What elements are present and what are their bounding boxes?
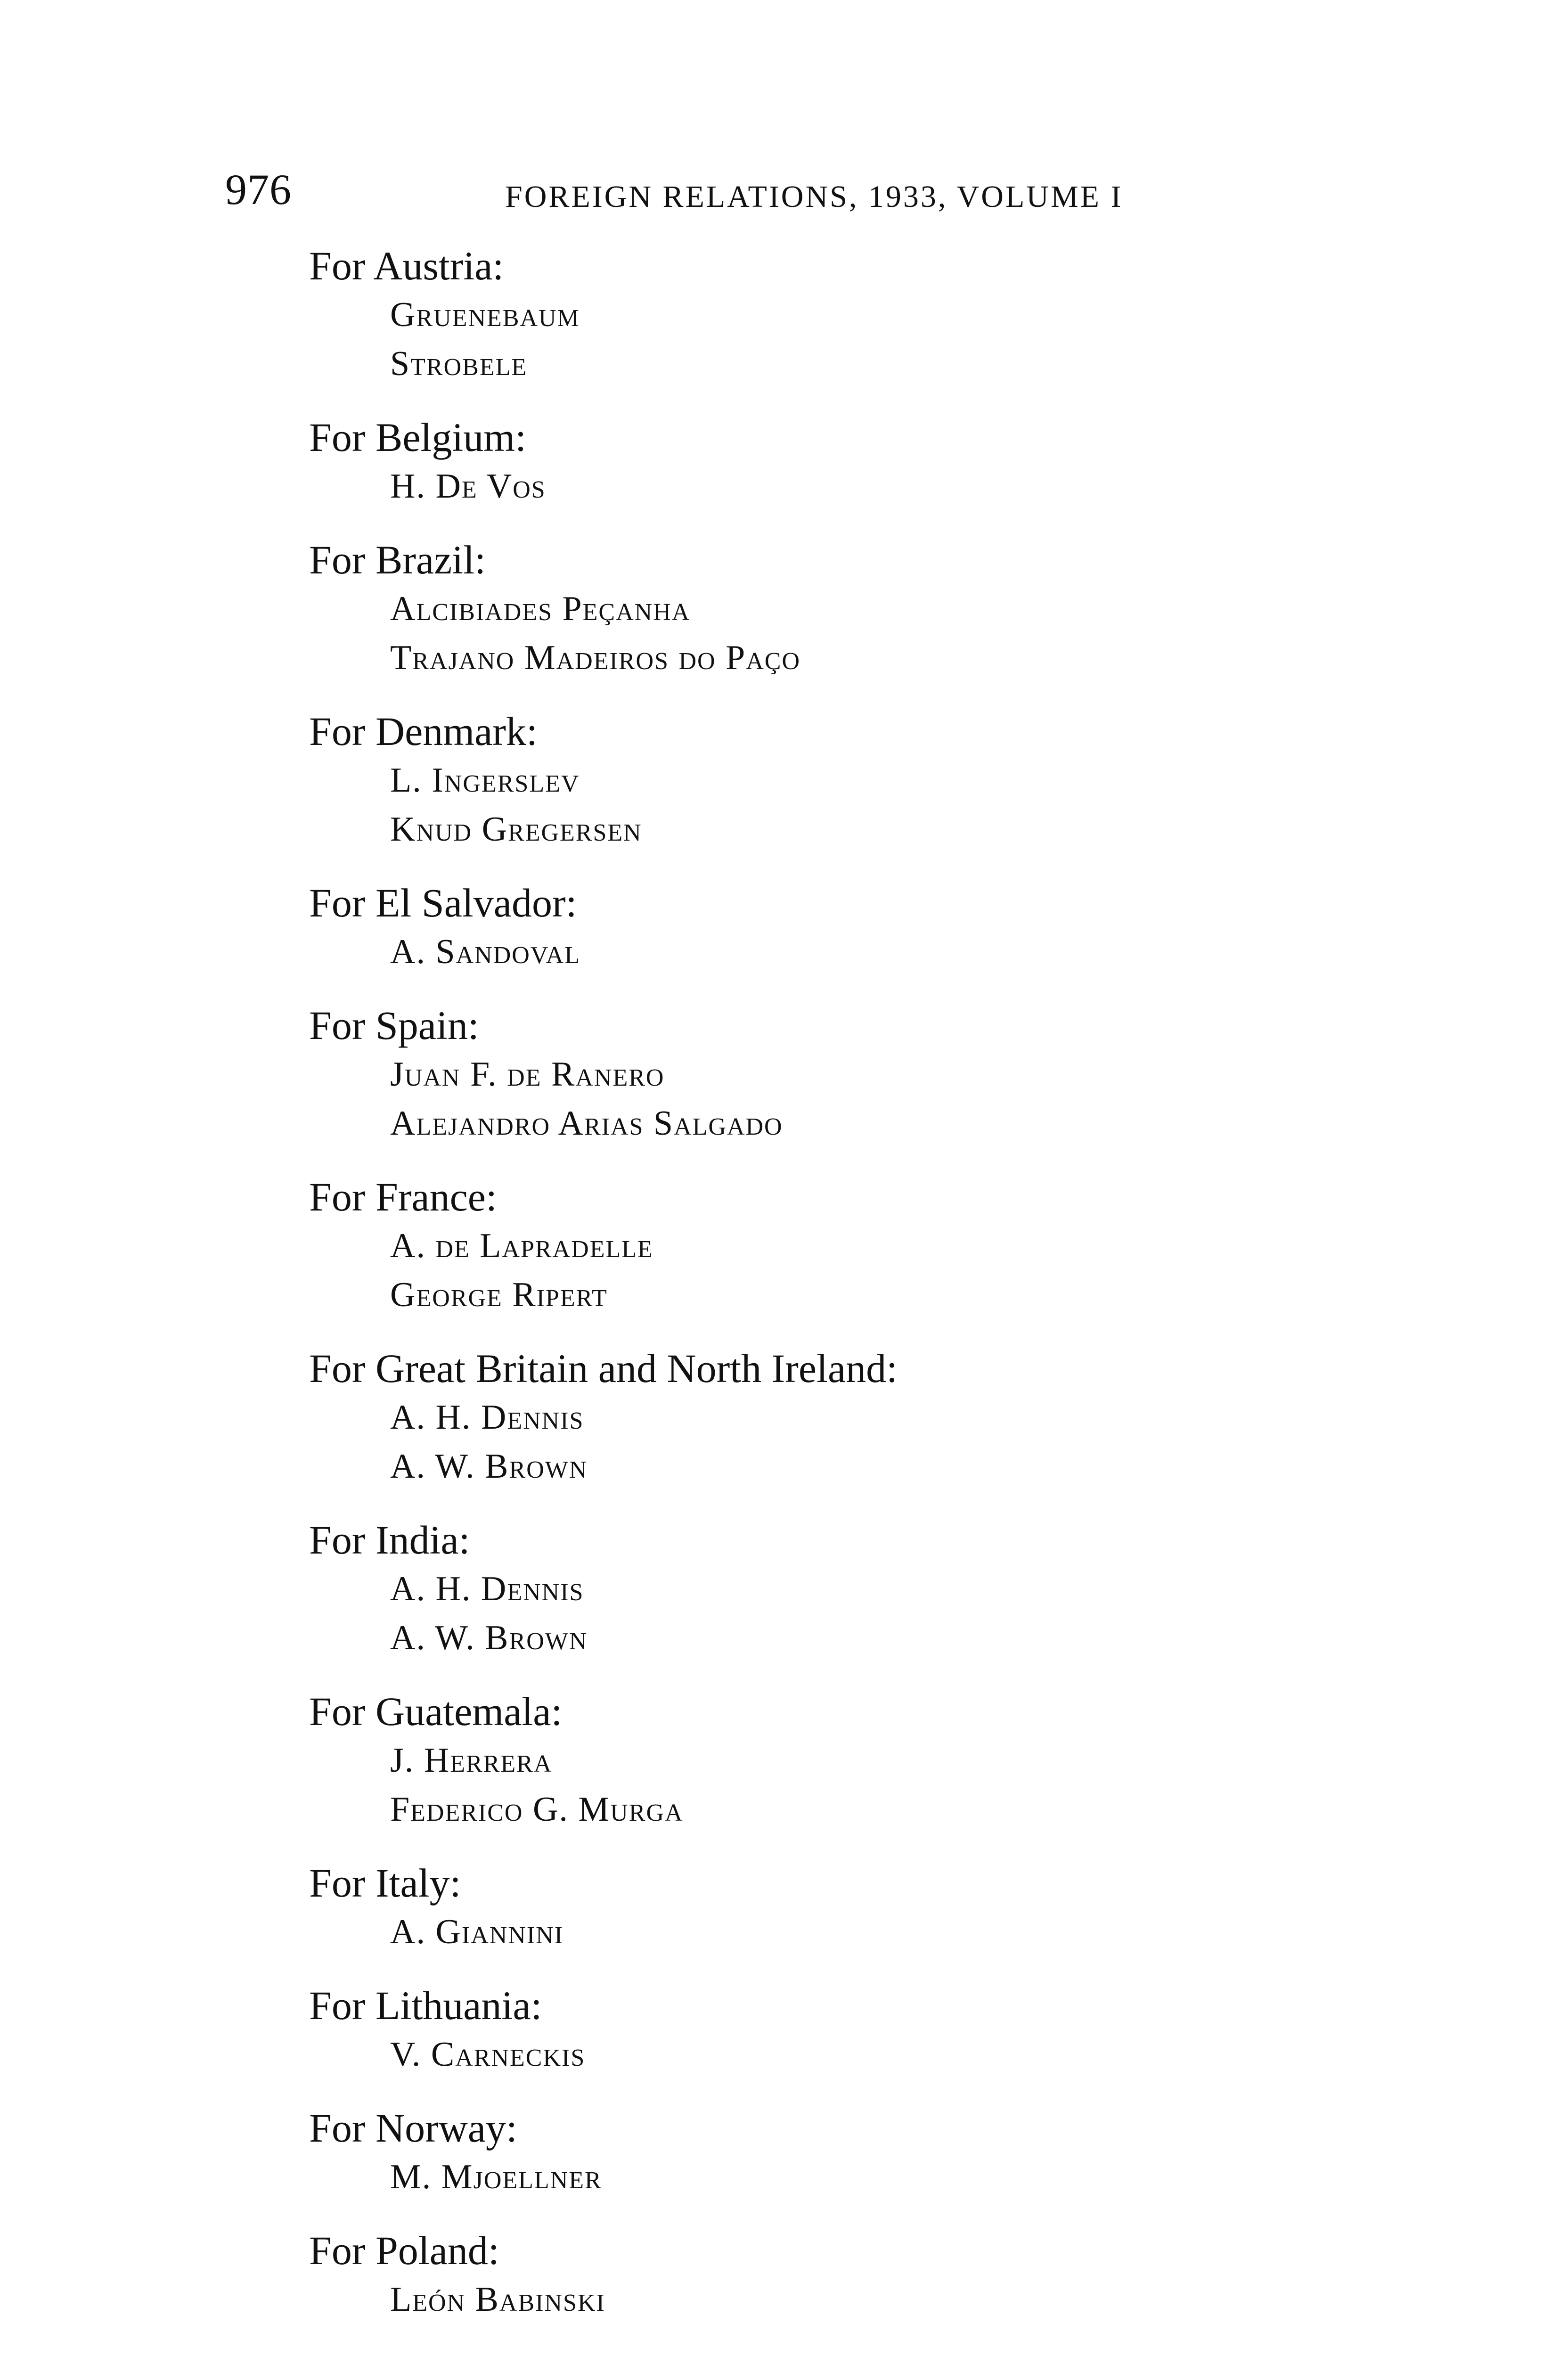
page-number: 976	[225, 165, 292, 213]
signatory-group-france	[309, 1172, 1440, 1319]
country-heading: For Lithuania:	[309, 1983, 542, 2028]
signer-name: A. H. Dennis	[390, 1398, 584, 1437]
signatory-group-belgium	[309, 413, 1440, 511]
country-heading: For Spain:	[309, 1003, 479, 1048]
signer-name: George Ripert	[390, 1276, 608, 1314]
signatory-group-great-britain	[309, 1344, 1440, 1491]
country-heading: For France:	[309, 1174, 497, 1219]
signer-name: J. Herrera	[390, 1741, 553, 1780]
signatory-group-denmark	[309, 707, 1440, 854]
signer-name: A. Giannini	[390, 1913, 564, 1951]
signer-name: A. W. Brown	[390, 1447, 588, 1486]
country-heading: For Norway:	[309, 2105, 517, 2151]
signatory-group-lithuania	[309, 1981, 1440, 2079]
country-heading: For Great Britain and North Ireland:	[309, 1346, 898, 1391]
signer-name: V. Carneckis	[390, 2035, 586, 2074]
country-heading: For Austria:	[309, 243, 504, 288]
country-heading: For Denmark:	[309, 709, 538, 754]
signer-name: A. de Lapradelle	[390, 1227, 653, 1265]
signer-name: M. Mjoellner	[390, 2158, 602, 2196]
signer-name: Federico G. Murga	[390, 1790, 684, 1829]
signatory-group-norway	[309, 2103, 1440, 2201]
signatory-group-brazil	[309, 535, 1440, 682]
signer-name: Strobele	[390, 344, 528, 383]
signer-name: Juan F. de Ranero	[390, 1055, 665, 1094]
country-heading: For India:	[309, 1517, 470, 1562]
signer-name: Alejandro Arias Salgado	[390, 1104, 783, 1143]
signatory-group-el-salvador	[309, 878, 1440, 976]
signer-name: L. Ingerslev	[390, 761, 580, 800]
country-heading: For Guatemala:	[309, 1689, 563, 1734]
signer-name: A. Sandoval	[390, 933, 580, 971]
signatory-group-austria	[309, 241, 1440, 388]
country-heading: For Belgium:	[309, 415, 527, 460]
country-heading: For El Salvador:	[309, 880, 577, 925]
signer-name: León Babinski	[390, 2280, 605, 2319]
signer-name: A. H. Dennis	[390, 1570, 584, 1608]
signer-name: H. De Vos	[390, 467, 546, 506]
signatory-group-spain	[309, 1001, 1440, 1148]
signatory-group-guatemala	[309, 1687, 1440, 1834]
signatory-group-italy	[309, 1858, 1440, 1956]
signer-name: Trajano Madeiros do Paço	[390, 638, 801, 677]
signer-name: Alcibiades Peçanha	[390, 589, 691, 628]
country-heading: For Brazil:	[309, 537, 486, 582]
signer-name: Gruenebaum	[390, 295, 580, 334]
signer-name: A. W. Brown	[390, 1619, 588, 1657]
signatory-group-india	[309, 1515, 1440, 1662]
signer-name: Knud Gregersen	[390, 810, 642, 849]
country-heading: For Italy:	[309, 1860, 461, 1906]
signatory-group-poland	[309, 2226, 1440, 2324]
country-heading: For Poland:	[309, 2228, 499, 2273]
running-title: FOREIGN RELATIONS, 1933, VOLUME I	[505, 180, 1123, 214]
signatory-list	[309, 241, 1440, 2348]
